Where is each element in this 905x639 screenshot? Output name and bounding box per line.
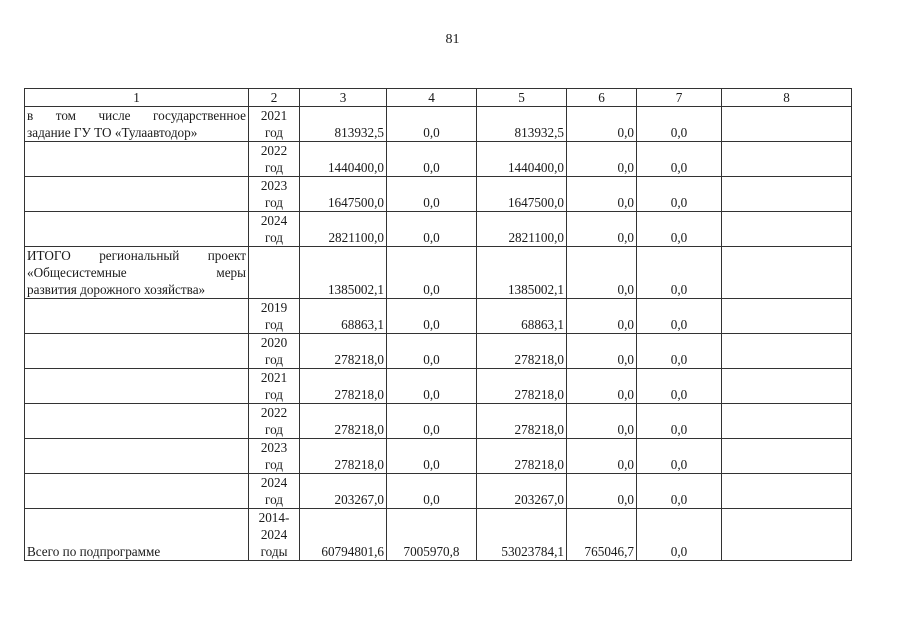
value-local: 0,0	[567, 212, 637, 247]
period-line: год	[264, 230, 283, 245]
value-notes	[722, 212, 852, 247]
row-period	[249, 474, 300, 509]
header-cell-2: 2	[249, 89, 300, 107]
table-row	[25, 142, 852, 177]
header-cell-8: 8	[722, 89, 852, 107]
period-line: год	[264, 160, 283, 175]
header-cell-5: 5	[477, 89, 567, 107]
period-line: 2021	[260, 108, 288, 123]
page-number: 81	[445, 32, 460, 47]
period-line: 2022	[260, 405, 288, 420]
row-period	[249, 509, 300, 561]
header-cell-3: 3	[300, 89, 387, 107]
value-total: 278218,0	[300, 369, 387, 404]
header-cell-4: 4	[387, 89, 477, 107]
value-regional: 278218,0	[477, 369, 567, 404]
row-description	[25, 404, 249, 439]
row-description	[25, 212, 249, 247]
period-line: год	[264, 422, 283, 437]
description-line: Всего по подпрограмме	[27, 544, 161, 559]
value-total: 60794801,6	[300, 509, 387, 561]
value-regional: 813932,5	[477, 107, 567, 142]
row-description	[25, 299, 249, 334]
period-line: год	[264, 317, 283, 332]
value-federal: 0,0	[387, 334, 477, 369]
value-other: 0,0	[637, 474, 722, 509]
value-regional: 1647500,0	[477, 177, 567, 212]
period-line: 2014-	[258, 510, 290, 525]
table-row	[25, 299, 852, 334]
row-description	[25, 474, 249, 509]
value-total: 1440400,0	[300, 142, 387, 177]
value-local: 0,0	[567, 177, 637, 212]
value-other: 0,0	[637, 247, 722, 299]
value-federal: 0,0	[387, 247, 477, 299]
value-local: 0,0	[567, 369, 637, 404]
value-local: 765046,7	[567, 509, 637, 561]
value-regional: 278218,0	[477, 439, 567, 474]
row-period	[249, 334, 300, 369]
period-line: год	[264, 195, 283, 210]
row-period	[249, 247, 300, 299]
value-federal: 7005970,8	[387, 509, 477, 561]
value-notes	[722, 439, 852, 474]
period-line: год	[264, 387, 283, 402]
value-notes	[722, 299, 852, 334]
table-row	[25, 509, 852, 561]
value-other: 0,0	[637, 107, 722, 142]
value-local: 0,0	[567, 334, 637, 369]
value-local: 0,0	[567, 247, 637, 299]
period-line: год	[264, 125, 283, 140]
value-other: 0,0	[637, 334, 722, 369]
period-line: 2023	[260, 440, 288, 455]
description-line: ИТОГО региональный проект	[27, 248, 246, 263]
row-period	[249, 212, 300, 247]
row-description	[25, 369, 249, 404]
row-description	[25, 439, 249, 474]
row-description	[25, 509, 249, 561]
value-federal: 0,0	[387, 212, 477, 247]
row-period	[249, 404, 300, 439]
value-total: 813932,5	[300, 107, 387, 142]
value-federal: 0,0	[387, 299, 477, 334]
value-local: 0,0	[567, 142, 637, 177]
description-line: «Общесистемные меры	[27, 265, 246, 280]
value-other: 0,0	[637, 142, 722, 177]
value-federal: 0,0	[387, 369, 477, 404]
period-line: 2023	[260, 178, 288, 193]
header-cell-1: 1	[25, 89, 249, 107]
table-row	[25, 212, 852, 247]
header-cell-6: 6	[567, 89, 637, 107]
value-regional: 2821100,0	[477, 212, 567, 247]
table-row	[25, 474, 852, 509]
value-total: 2821100,0	[300, 212, 387, 247]
value-other: 0,0	[637, 439, 722, 474]
table-row	[25, 107, 852, 142]
row-description	[25, 177, 249, 212]
header-row	[25, 89, 852, 107]
description-line: развития дорожного хозяйства»	[27, 282, 206, 297]
value-notes	[722, 334, 852, 369]
value-notes	[722, 369, 852, 404]
table-row	[25, 247, 852, 299]
value-other: 0,0	[637, 212, 722, 247]
value-local: 0,0	[567, 404, 637, 439]
description-line: задание ГУ ТО «Тулаавтодор»	[27, 125, 198, 140]
value-local: 0,0	[567, 107, 637, 142]
table-row	[25, 369, 852, 404]
period-line: 2022	[260, 143, 288, 158]
row-description	[25, 142, 249, 177]
period-line: год	[264, 492, 283, 507]
row-period	[249, 107, 300, 142]
period-line: 2024	[260, 475, 288, 490]
value-total: 278218,0	[300, 404, 387, 439]
value-federal: 0,0	[387, 439, 477, 474]
value-notes	[722, 177, 852, 212]
table-row	[25, 334, 852, 369]
period-line: 2020	[260, 335, 288, 350]
row-period	[249, 299, 300, 334]
period-line: год	[264, 352, 283, 367]
value-other: 0,0	[637, 299, 722, 334]
value-total: 203267,0	[300, 474, 387, 509]
row-period	[249, 439, 300, 474]
value-notes	[722, 509, 852, 561]
value-total: 1385002,1	[300, 247, 387, 299]
value-other: 0,0	[637, 369, 722, 404]
value-regional: 1385002,1	[477, 247, 567, 299]
value-other: 0,0	[637, 509, 722, 561]
period-line: 2024	[260, 527, 288, 542]
period-line: 2021	[260, 370, 288, 385]
value-local: 0,0	[567, 439, 637, 474]
row-period	[249, 142, 300, 177]
value-federal: 0,0	[387, 177, 477, 212]
value-notes	[722, 107, 852, 142]
table-body	[25, 107, 852, 561]
value-regional: 1440400,0	[477, 142, 567, 177]
description-line: в том числе государственное	[27, 108, 246, 123]
budget-table	[24, 88, 852, 561]
value-other: 0,0	[637, 404, 722, 439]
value-federal: 0,0	[387, 404, 477, 439]
row-description	[25, 334, 249, 369]
period-line: 2024	[260, 213, 288, 228]
table-row	[25, 177, 852, 212]
row-description	[25, 107, 249, 142]
value-total: 68863,1	[300, 299, 387, 334]
value-regional: 278218,0	[477, 334, 567, 369]
value-other: 0,0	[637, 177, 722, 212]
row-period	[249, 369, 300, 404]
value-regional: 53023784,1	[477, 509, 567, 561]
period-line: годы	[260, 544, 288, 559]
header-cell-7: 7	[637, 89, 722, 107]
value-local: 0,0	[567, 474, 637, 509]
value-federal: 0,0	[387, 107, 477, 142]
value-notes	[722, 247, 852, 299]
row-description	[25, 247, 249, 299]
value-notes	[722, 142, 852, 177]
value-notes	[722, 474, 852, 509]
table-row	[25, 439, 852, 474]
value-federal: 0,0	[387, 142, 477, 177]
row-period	[249, 177, 300, 212]
value-total: 1647500,0	[300, 177, 387, 212]
period-line: год	[264, 457, 283, 472]
value-regional: 68863,1	[477, 299, 567, 334]
table-row	[25, 404, 852, 439]
value-total: 278218,0	[300, 439, 387, 474]
value-local: 0,0	[567, 299, 637, 334]
value-total: 278218,0	[300, 334, 387, 369]
value-notes	[722, 404, 852, 439]
value-regional: 203267,0	[477, 474, 567, 509]
period-line: 2019	[260, 300, 288, 315]
value-regional: 278218,0	[477, 404, 567, 439]
value-federal: 0,0	[387, 474, 477, 509]
